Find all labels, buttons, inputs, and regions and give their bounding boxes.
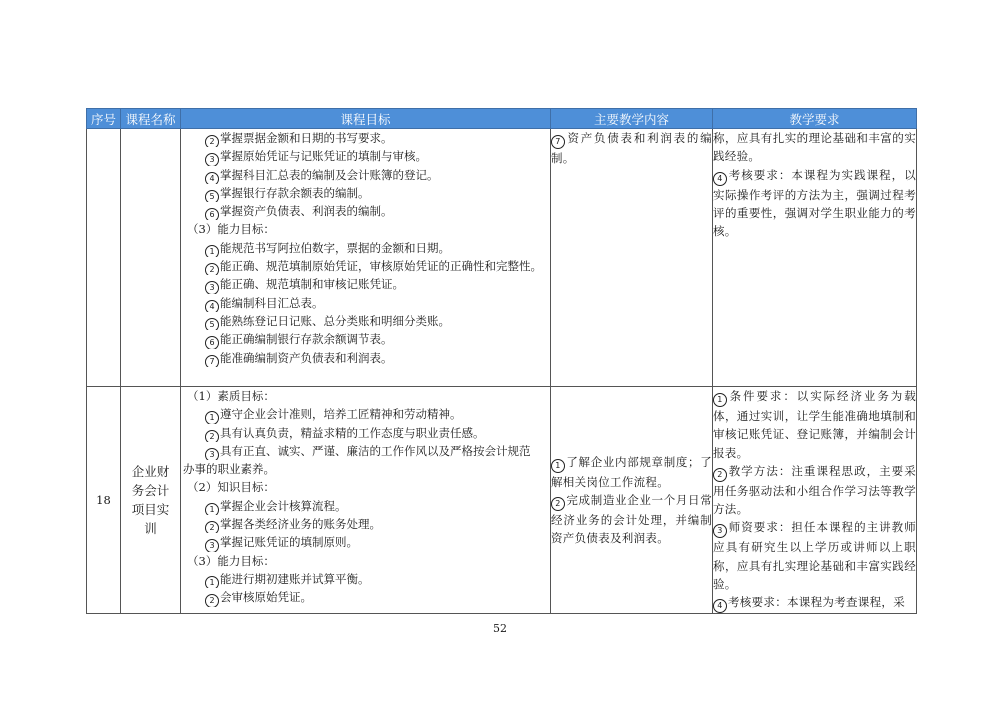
header-course-goals: 课程目标 [181, 109, 551, 129]
circled-number: 4 [205, 300, 219, 312]
goal-item-text: 能编制科目汇总表。 [220, 295, 324, 310]
content-item-text: 完成制造业企业一个月日常经济业务的会计处理，并编制资产负债表及利润表。 [551, 493, 712, 546]
goal-item-text: 具有正直、诚实、严谨、廉洁的工作作风以及严格按会计规范 [220, 443, 531, 458]
goal-item [181, 129, 550, 147]
course-name-cell [121, 129, 181, 387]
content-item [551, 491, 712, 548]
requirement-item [713, 387, 916, 462]
goal-item-text: 掌握记账凭证的填制原则。 [220, 535, 358, 550]
header-serial-number: 序号 [87, 109, 121, 129]
goal-item [181, 497, 550, 515]
goal-item-text: 能正确编制银行存款余额调节表。 [220, 332, 393, 347]
goal-item [181, 294, 550, 312]
header-teaching-requirements: 教学要求 [713, 109, 917, 129]
course-name-cell [121, 387, 181, 614]
goal-item-text: 掌握科目汇总表的编制及会计账簿的登记。 [220, 167, 439, 182]
goal-item [181, 588, 550, 606]
content-item-text: 资产负债表和利润表的编制。 [551, 131, 712, 165]
page-number: 52 [493, 622, 507, 635]
goals-list [181, 129, 550, 367]
goal-item-text: 掌握原始凭证与记账凭证的填制与审核。 [220, 149, 427, 164]
course-goals-cell [181, 387, 551, 614]
goal-item-text: 掌握资产负债表、利润表的编制。 [220, 204, 393, 219]
circled-number: 2 [205, 521, 219, 533]
goal-item [181, 275, 550, 293]
circled-number: 1 [205, 503, 219, 515]
teaching-content-cell [551, 387, 713, 614]
goal-item [181, 533, 550, 551]
goal-item-text: 掌握票据金额和日期的书写要求。 [220, 131, 393, 145]
requirement-item-text: 师资要求：担任本课程的主讲教师应具有研究生以上学历或讲师以上职称，应具有扎实理论基础和丰富实践经验。 [713, 520, 916, 592]
goal-item [181, 515, 550, 533]
circled-number: 4 [713, 172, 727, 186]
circled-number: 1 [205, 411, 219, 423]
course-name: 企业财务会计项目实训 [131, 464, 170, 537]
goal-section-heading [181, 220, 550, 238]
circled-number: 1 [713, 393, 727, 407]
goal-heading-text: （3）能力目标： [187, 553, 275, 568]
content-item-text: 了解企业内部规章制度；了解相关岗位工作流程。 [551, 454, 712, 489]
circled-number: 1 [205, 576, 219, 588]
teaching-requirements-cell [713, 387, 917, 614]
circled-number: 1 [205, 245, 219, 257]
goal-item [181, 184, 550, 202]
goal-item [181, 424, 550, 442]
circled-number: 5 [205, 318, 219, 330]
curriculum-table [86, 108, 917, 614]
goal-item [181, 257, 550, 275]
teaching-content-cell [551, 129, 713, 387]
content-list [551, 129, 712, 167]
goal-item-text: 能正确、规范填制和审核记账凭证。 [220, 277, 404, 292]
goal-item [181, 349, 550, 367]
content-item [551, 129, 712, 167]
goal-item-text: 能进行期初建账并试算平衡。 [220, 571, 370, 586]
circled-number: 3 [205, 539, 219, 551]
circled-number: 2 [205, 430, 219, 442]
circled-number: 3 [205, 153, 219, 165]
circled-number: 2 [205, 135, 219, 147]
requirement-item [713, 462, 916, 519]
goal-item [181, 239, 550, 257]
goal-section-heading [181, 387, 550, 405]
goal-item-text: 具有认真负责，精益求精的工作态度与职业责任感。 [220, 425, 485, 440]
goal-item [181, 147, 550, 165]
teaching-requirements-cell [713, 129, 917, 387]
serial-number-cell: 18 [87, 387, 121, 614]
circled-number: 7 [205, 355, 219, 367]
goal-item-text: 掌握企业会计核算流程。 [220, 498, 347, 513]
circled-number: 3 [205, 448, 219, 460]
circled-number: 4 [713, 599, 727, 613]
goal-item [181, 405, 550, 423]
requirements-list [713, 387, 916, 613]
requirement-item-text: 称，应具有扎实的理论基础和丰富的实践经验。 [713, 131, 916, 164]
requirement-item-text: 考核要求：本课程为实践课程，以实际操作考评的方法为主，强调过程考评的重要性，强调对学生职业能力的考核。 [713, 167, 916, 239]
table-row [87, 387, 917, 614]
requirement-item-text: 考核要求：本课程为考查课程，采 [728, 595, 905, 610]
circled-number: 3 [713, 524, 727, 538]
goal-item-text: 能熟练登记日记账、总分类账和明细分类账。 [220, 313, 450, 328]
goal-item [181, 330, 550, 348]
goal-item [181, 202, 550, 220]
circled-number: 7 [551, 135, 565, 149]
goal-item-text: 会审核原始凭证。 [220, 590, 312, 605]
header-course-name: 课程名称 [121, 109, 181, 129]
requirement-item [713, 166, 916, 241]
goal-item [181, 166, 550, 184]
course-goals-cell [181, 129, 551, 387]
goal-item-text: 遵守企业会计准则，培养工匠精神和劳动精神。 [220, 407, 462, 422]
circled-number: 5 [205, 190, 219, 202]
goal-section-heading [181, 478, 550, 496]
goal-heading-text: （3）能力目标： [187, 222, 275, 237]
goal-heading-text: （1）素质目标： [187, 389, 275, 403]
goal-item [181, 570, 550, 588]
requirement-item-text: 教学方法：注重课程思政，主要采用任务驱动法和小组合作学习法等教学方法。 [713, 463, 916, 517]
circled-number: 2 [205, 263, 219, 275]
header-teaching-content: 主要教学内容 [551, 109, 713, 129]
circled-number: 4 [205, 172, 219, 184]
circled-number: 2 [713, 468, 727, 482]
goal-section-heading [181, 552, 550, 570]
goal-heading-text: （2）知识目标： [187, 480, 275, 495]
goals-list [181, 387, 550, 607]
circled-number: 6 [205, 336, 219, 348]
goal-item-continuation [181, 460, 550, 478]
serial-number-cell [87, 129, 121, 387]
content-list [551, 453, 712, 548]
goal-item-text: 能正确、规范填制原始凭证，审核原始凭证的正确性和完整性。 [220, 259, 542, 274]
content-item [551, 453, 712, 491]
goal-item [181, 312, 550, 330]
goal-item-text: 掌握各类经济业务的账务处理。 [220, 517, 381, 532]
requirement-item-text: 条件要求：以实际经济业务为载体，通过实训，让学生能准确地填制和审核记账凭证、登记账簿，并编制会计报表。 [713, 389, 916, 460]
goal-item-text: 办事的职业素养。 [183, 462, 275, 477]
goal-item-text: 掌握银行存款余额表的编制。 [220, 185, 370, 200]
requirement-item [713, 518, 916, 593]
requirement-item [713, 593, 916, 613]
circled-number: 2 [205, 594, 219, 606]
circled-number: 3 [205, 281, 219, 293]
requirements-list [713, 129, 916, 240]
circled-number: 6 [205, 208, 219, 220]
table-row [87, 129, 917, 387]
circled-number: 1 [551, 459, 565, 473]
goal-item [181, 442, 550, 460]
requirement-item [713, 129, 916, 166]
goal-item-text: 能规范书写阿拉伯数字，票据的金额和日期。 [220, 240, 450, 255]
goal-item-text: 能准确编制资产负债表和利润表。 [220, 350, 393, 365]
table-header-row [87, 109, 917, 129]
circled-number: 2 [551, 497, 565, 511]
